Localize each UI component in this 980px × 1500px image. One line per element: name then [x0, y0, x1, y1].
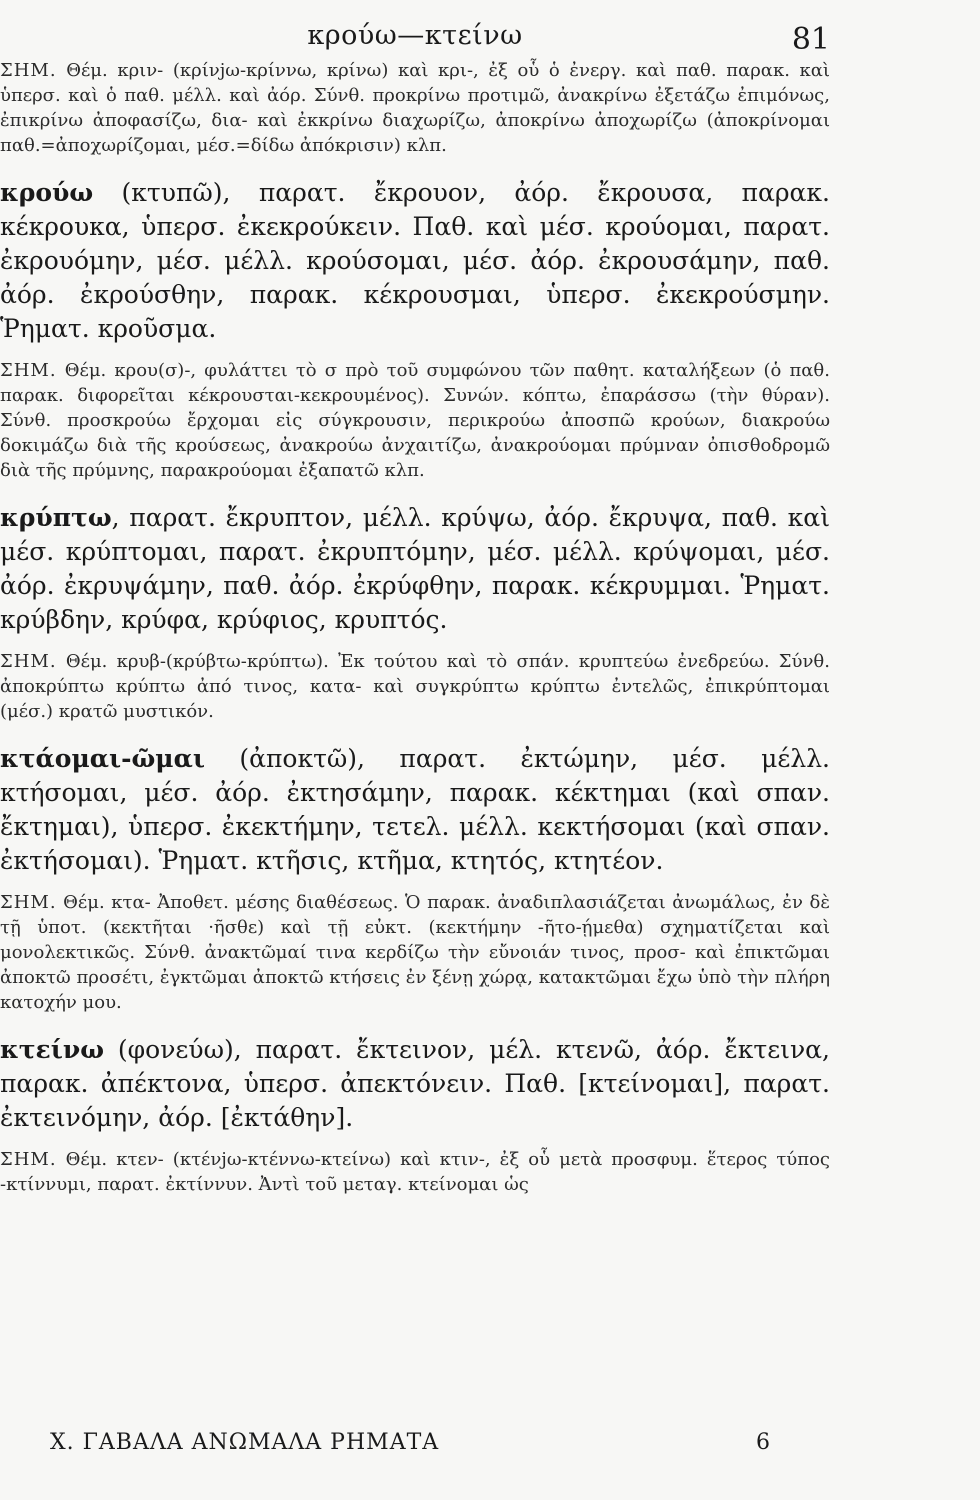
footer-sheet-number: 6 — [756, 1430, 770, 1455]
page-number: 81 — [791, 22, 830, 57]
note-ktaomai — [0, 890, 830, 1015]
note-label: ΣΗΜ. — [0, 892, 57, 913]
footer-signature: Χ. ΓΑΒΑΛΑ ΑΝΩΜΑΛΑ ΡΗΜΑΤΑ — [50, 1430, 440, 1455]
note-label: ΣΗΜ. — [0, 651, 57, 672]
page-content — [0, 58, 830, 1197]
note-label: ΣΗΜ. — [0, 360, 57, 381]
note-krypto — [0, 649, 830, 724]
entry-kteino — [0, 1033, 830, 1135]
entry-text: (φονεύω), παρατ. ἔκτεινον, μέλ. κτενῶ, ἀόρ. ἔκτεινα, παρακ. ἀπέκτονα, ὑπερσ. ἀπεκτόνειν. Παθ. [κτείνομαι], παρατ. ἐκτεινόμην, ἀόρ. [ἐκτάθην]. — [0, 1035, 830, 1132]
note-label: ΣΗΜ. — [0, 1149, 57, 1170]
page-footer — [0, 1430, 980, 1470]
note-krouo — [0, 358, 830, 483]
entry-lemma: κρούω — [0, 178, 94, 207]
entry-text: , παρατ. ἔκρυπτον, μέλλ. κρύψω, ἀόρ. ἔκρυψα, παθ. καὶ μέσ. κρύπτομαι, παρατ. ἐκρυπτόμην, μέσ. μέλλ. κρύψομαι, μέσ. ἀόρ. ἐκρυψάμην, παθ. ἀόρ. ἐκρύφθην, παρακ. κέκρυμμαι. Ῥηματ. κρύβδην, κρύφα, κρύφιος, κρυπτός. — [0, 503, 830, 634]
running-head — [0, 12, 830, 58]
entry-lemma: κτείνω — [0, 1035, 105, 1064]
running-title: κρούω—κτείνω — [307, 20, 523, 51]
note-text: Θέμ. κρου(σ)-, φυλάττει τὸ σ πρὸ τοῦ συμφώνου τῶν παθητ. καταλήξεων (ὁ παθ. παρακ. διφορεῖται κέκρουσται-κεκρουμένος). Συνών. κόπτω, ἐπαράσσω (τὴν θύραν). Σύνθ. προσκρούω ἔρχομαι εἰς σύγκρουσιν, περικρούω ἀποσπῶ κρούων, διακρούω δοκιμάζω διὰ τῆς κρούσεως, ἀνακρούω ἀνχαιτίζω, ἀνακρούομαι πρύμναν ὀπισθοδρομῶ διὰ τῆς πρύμνης, παρακρούομαι ἐξαπατῶ κλπ. — [0, 360, 830, 481]
entry-text: (ἀποκτῶ), παρατ. ἐκτώμην, μέσ. μέλλ. κτήσομαι, μέσ. ἀόρ. ἐκτησάμην, παρακ. κέκτημαι (καὶ σπαν. ἔκτημαι), ὑπερσ. ἐκεκτήμην, τετελ. μέλλ. κεκτήσομαι (καὶ σπαν. ἐκτήσομαι). Ῥηματ. κτῆσις, κτῆμα, κτητός, κτητέον. — [0, 744, 830, 875]
note-kteino — [0, 1147, 830, 1197]
note-krino — [0, 58, 830, 158]
note-text: Θέμ. κτεν- (κτένjω-κτέννω-κτείνω) καὶ κτιν-, ἐξ οὗ μετὰ προσφυμ. ἕτερος τύπος -κτίννυμι, παρατ. ἐκτίννυν. Ἀντὶ τοῦ μεταγ. κτείνομαι ὡς — [0, 1149, 830, 1195]
note-text: Θέμ. κτα- Ἀποθετ. μέσης διαθέσεως. Ὁ παρακ. ἀναδιπλασιάζεται ἀνωμάλως, ἐν δὲ τῇ ὑποτ. (κεκτῆται ·ῆσθε) καὶ τῇ εὐκτ. (κεκτήμην -ῆτο-ῄμεθα) σχηματίζεται καὶ μονολεκτικῶς. Σύνθ. ἀνακτῶμαί τινα κερδίζω τὴν εὔνοιάν τινος, προσ- καὶ ἐπικτῶμαι ἀποκτῶ προσέτι, ἐγκτῶμαι ἀποκτῶ κτήσεις ἐν ξένῃ χώρᾳ, κατακτῶμαι ἔχω ὑπὸ τὴν πλήρη κατοχήν μου. — [0, 892, 830, 1013]
entry-ktaomai — [0, 742, 830, 878]
entry-lemma: κρύπτω — [0, 503, 112, 532]
entry-text: (κτυπῶ), παρατ. ἔκρουον, ἀόρ. ἔκρουσα, παρακ. κέκρουκα, ὑπερσ. ἐκεκρούκειν. Παθ. καὶ μέσ. κρούομαι, παρατ. ἐκρουόμην, μέσ. μέλλ. κρούσομαι, μέσ. ἀόρ. ἐκρουσάμην, παθ. ἀόρ. ἐκρούσθην, παρακ. κέκρουσμαι, ὑπερσ. ἐκεκρούσμην. Ῥηματ. κροῦσμα. — [0, 178, 830, 343]
note-label: ΣΗΜ. — [0, 60, 57, 81]
entry-krouo — [0, 176, 830, 346]
note-text: Θέμ. κρυβ-(κρύβτω-κρύπτω). Ἐκ τούτου καὶ τὸ σπάν. κρυπτεύω ἐνεδρεύω. Σύνθ. ἀποκρύπτω κρύπτω ἀπό τινος, κατα- καὶ συγκρύπτω κρύπτω ἐντελῶς, ἐπικρύπτομαι (μέσ.) κρατῶ μυστικόν. — [0, 651, 830, 722]
entry-krypto — [0, 501, 830, 637]
entry-lemma: κτάομαι-ῶμαι — [0, 744, 205, 773]
note-text: Θέμ. κριν- (κρίνjω-κρίννω, κρίνω) καὶ κρι-, ἐξ οὗ ὁ ἐνεργ. καὶ παθ. παρακ. καὶ ὑπερσ. καὶ ὁ παθ. μέλλ. καὶ ἀόρ. Σύνθ. προκρίνω προτιμῶ, ἀνακρίνω ἐξετάζω ἐπιμόνως, ἐπικρίνω ἀποφασίζω, δια- καὶ ἐκκρίνω διαχωρίζω, ἀποκρίνω ἀποχωρίζω (ἀποκρίνομαι παθ.=ἀποχωρίζομαι, μέσ.=δίδω ἀπόκρισιν) κλπ. — [0, 60, 830, 156]
